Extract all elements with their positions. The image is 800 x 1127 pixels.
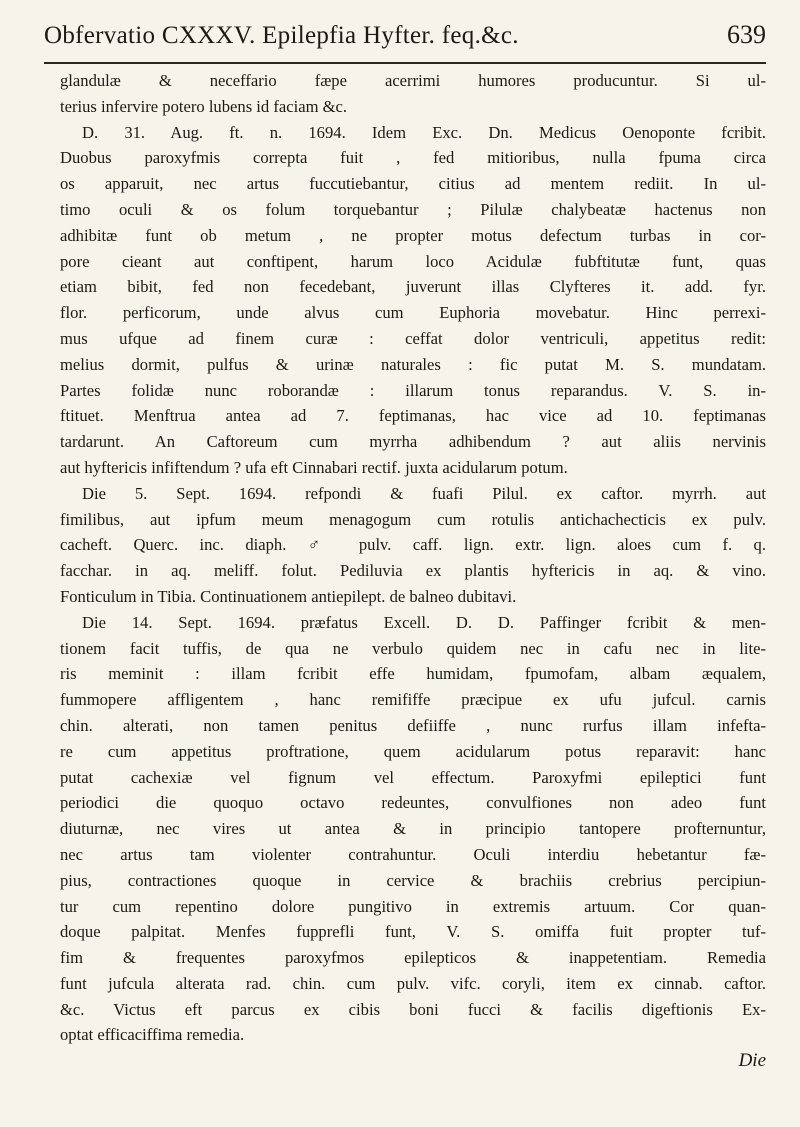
text-line: melius dormit, pulfus & urinæ naturales : fic putat M. S. mundatam. — [60, 354, 766, 374]
text-line: fim & frequentes paroxyfmos epilepticos & inappetentiam. Remedia — [60, 948, 766, 968]
text-line: tur cum repentino dolore pungitivo in extremis artuum. Cor quan- — [60, 896, 766, 916]
header-rule — [44, 62, 766, 64]
text-line: fummopere affligentem , hanc remififfe præcipue ex ufu jufcul. carnis — [60, 690, 766, 710]
text-line: chin. alterati, non tamen penitus defiiffe , nunc rurfus illam infefta- — [60, 715, 766, 735]
text-line: nec artus tam violenter contrahuntur. Oculi interdiu hebetantur fæ- — [60, 844, 766, 864]
text-line: funt jufcula alterata rad. chin. cum pulv. vifc. coryli, item ex cinnab. caftor. — [60, 973, 766, 993]
text-line: os apparuit, nec artus fuccutiebantur, citius ad mentem rediit. In ul- — [60, 174, 766, 194]
page-header — [44, 20, 766, 50]
text-line: Duobus paroxyfmis correpta fuit , fed mitioribus, nulla fpuma circa — [60, 148, 766, 168]
page-number: 639 — [727, 20, 766, 49]
text-line: cacheft. Querc. inc. diaph. ♂ pulv. caff. lign. extr. lign. aloes cum f. q. — [60, 535, 766, 555]
text-line: re cum appetitus proftratione, quem acidularum potus reparavit: hanc — [60, 741, 766, 761]
text-line: Die 5. Sept. 1694. refpondi & fuafi Pilul. ex caftor. myrrh. aut — [82, 483, 766, 503]
text-line: Die 14. Sept. 1694. præfatus Excell. D. D. Paffinger fcribit & men- — [82, 612, 766, 632]
text-line: ris meminit : illam fcribit effe humidam, fpumofam, albam æqualem, — [60, 664, 766, 684]
text-line: aut hyftericis infiftendum ? ufa eft Cinnabari rectif. juxta acidularum potum. — [60, 457, 568, 477]
catchword: Die — [738, 1050, 766, 1072]
text-line: periodici die quoquo octavo redeuntes, convulfiones non adeo funt — [60, 793, 766, 813]
text-line: etiam bibit, fed non fecedebant, juverunt illas Clyfteres it. add. fyr. — [60, 277, 766, 297]
text-line: tardarunt. An Caftoreum cum myrrha adhibendum ? aut aliis nervinis — [60, 432, 766, 452]
text-line: pius, contractiones quoque in cervice & brachiis crebrius percipiun- — [60, 870, 766, 890]
text-line: ftituet. Menftrua antea ad 7. feptimanas, hac vice ad 10. feptimanas — [60, 406, 766, 426]
text-line: Fonticulum in Tibia. Continuationem antiepilept. de balneo dubitavi. — [60, 586, 517, 606]
text-line: doque palpitat. Menfes fupprefli funt, V. S. omiffa fuit propter tuf- — [60, 922, 766, 942]
text-line: D. 31. Aug. ft. n. 1694. Idem Exc. Dn. Medicus Oenoponte fcribit. — [82, 122, 766, 142]
text-line: fimilibus, aut ipfum meum menagogum cum rotulis antichachecticis ex pulv. — [60, 509, 766, 529]
text-line: diuturnæ, nec vires ut antea & in principio tantopere profternuntur, — [60, 819, 766, 839]
catchword-line — [60, 1048, 766, 1074]
running-head: Obfervatio CXXXV. Epilepfia Hyfter. feq.&c. — [44, 22, 519, 49]
text-line: adhibitæ funt ob metum , ne propter motus defectum turbas in cor- — [60, 225, 766, 245]
body-text — [60, 68, 766, 1074]
text-line: tionem facit tuffis, de qua ne verbulo quidem nec in cafu nec in lite- — [60, 638, 766, 658]
text-line: flor. perficorum, unde alvus cum Euphoria movebatur. Hinc perrexi- — [60, 303, 766, 323]
text-line: &c. Victus eft parcus ex cibis boni fucci & facilis digeftionis Ex- — [60, 999, 766, 1019]
text-line: mus ufque ad finem curæ : ceffat dolor ventriculi, appetitus redit: — [60, 328, 766, 348]
text-line: pore cieant aut conftipent, harum loco Acidulæ fubftitutæ funt, quas — [60, 251, 766, 271]
text-line: glandulæ & neceffario fæpe acerrimi humores producuntur. Si ul- — [60, 71, 766, 90]
text-line: timo oculi & os folum torquebantur ; Pilulæ chalybeatæ hactenus non — [60, 199, 766, 219]
text-line: terius infervire potero lubens id faciam &c. — [60, 96, 348, 116]
text-line: Partes folidæ nunc roborandæ : illarum tonus reparandus. V. S. in- — [60, 380, 766, 400]
text-line: putat cachexiæ vel fignum vel effectum. Paroxyfmi epileptici funt — [60, 767, 766, 787]
text-line: optat efficaciffima remedia. — [60, 1025, 245, 1045]
text-line: facchar. in aq. meliff. folut. Pediluvia ex plantis hyftericis in aq. & vino. — [60, 561, 766, 581]
